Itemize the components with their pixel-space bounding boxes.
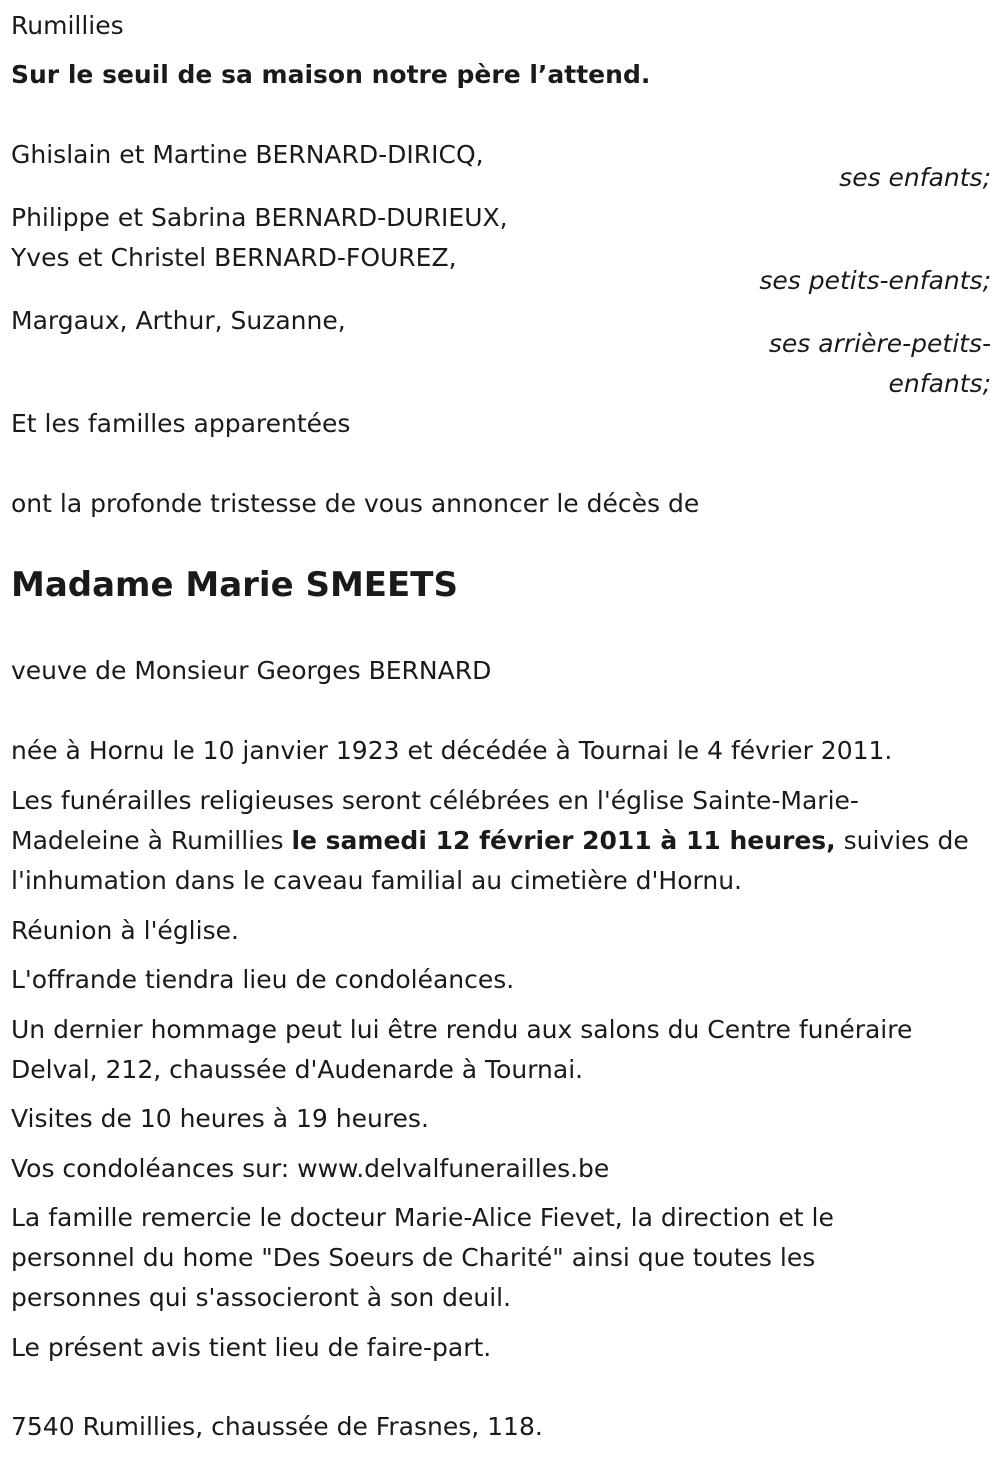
great-grandchildren-role-1: ses arrière-petits-	[768, 329, 991, 358]
funeral-line-1: Les funérailles religieuses seront célébrées en l'église Sainte-Marie-	[11, 786, 859, 815]
address-text: 7540 Rumillies, chaussée de Frasnes, 118.	[11, 1412, 543, 1441]
visits-text: Visites de 10 heures à 19 heures.	[11, 1104, 429, 1133]
widow-of-text: veuve de Monsieur Georges BERNARD	[11, 656, 492, 685]
deceased-name: Madame Marie SMEETS	[11, 565, 458, 605]
homage-line-1: Un dernier hommage peut lui être rendu aux salons du Centre funéraire	[11, 1015, 913, 1044]
funeral-line-2-start: Madeleine à Rumillies	[11, 826, 292, 855]
grandchildren-names-2: Yves et Christel BERNARD-FOUREZ,	[11, 243, 457, 272]
place-heading: Rumillies	[11, 11, 124, 40]
funeral-date-time: le samedi 12 février 2011 à 11 heures,	[291, 826, 836, 855]
birth-death-text: née à Hornu le 10 janvier 1923 et décédée à Tournai le 4 février 2011.	[11, 736, 893, 765]
thanks-line-3: personnes qui s'associeront à son deuil.	[11, 1283, 512, 1312]
funeral-line-2-end: suivies de	[835, 826, 969, 855]
homage-line-2: Delval, 212, chaussée d'Audenarde à Tournai.	[11, 1055, 584, 1084]
children-names: Ghislain et Martine BERNARD-DIRICQ,	[11, 140, 484, 169]
grandchildren-role: ses petits-enfants;	[759, 266, 991, 295]
notice-text: Le présent avis tient lieu de faire-part.	[11, 1333, 492, 1362]
thanks-line-1: La famille remercie le docteur Marie-Alice Fievet, la direction et le	[11, 1203, 834, 1232]
great-grandchildren-role-2: enfants;	[888, 369, 991, 398]
thanks-line-2: personnel du home "Des Soeurs de Charité" ainsi que toutes les	[11, 1243, 816, 1272]
great-grandchildren-names: Margaux, Arthur, Suzanne,	[11, 306, 346, 335]
offering-text: L'offrande tiendra lieu de condoléances.	[11, 965, 515, 994]
funeral-line-2	[11, 821, 969, 861]
meeting-text: Réunion à l'église.	[11, 916, 239, 945]
announcement-intro: ont la profonde tristesse de vous annoncer le décès de	[11, 489, 700, 518]
children-role: ses enfants;	[839, 163, 991, 192]
grandchildren-names-1: Philippe et Sabrina BERNARD-DURIEUX,	[11, 203, 508, 232]
relatives-text: Et les familles apparentées	[11, 409, 351, 438]
condolences-text: Vos condoléances sur: www.delvalfunerailles.be	[11, 1154, 610, 1183]
funeral-line-3: l'inhumation dans le caveau familial au cimetière d'Hornu.	[11, 866, 742, 895]
quote-text: Sur le seuil de sa maison notre père l’attend.	[11, 60, 651, 89]
